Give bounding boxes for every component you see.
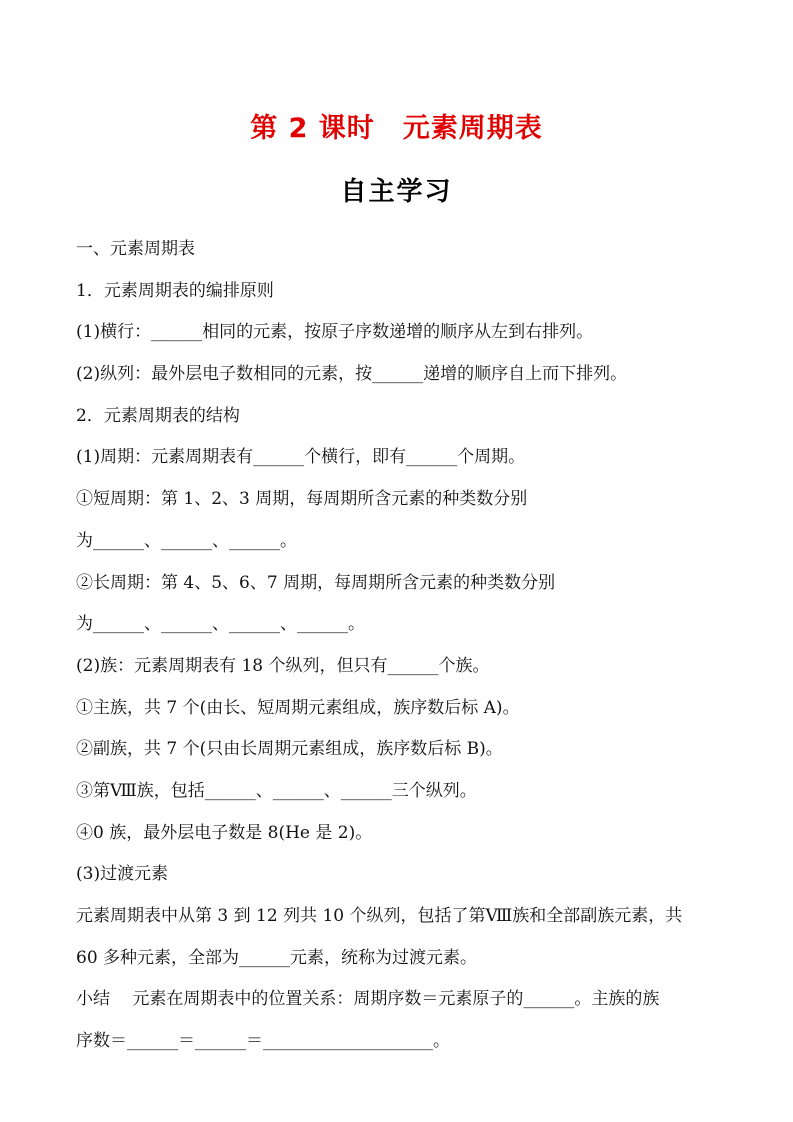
- section-heading: 自主学习: [340, 177, 453, 207]
- text-line: ④0 族，最外层电子数是 8(He 是 2)。: [76, 822, 373, 843]
- text-line: 序数＝______＝______＝____________________。: [76, 1031, 450, 1052]
- text-line: 60 多种元素，全部为______元素，统称为过渡元素。: [76, 947, 478, 968]
- text-line: (3)过渡元素: [76, 864, 169, 885]
- text-line: (2)族：元素周期表有 18 个纵列，但只有______个族。: [76, 655, 490, 676]
- text-line: 小结 元素在周期表中的位置关系：周期序数＝元素原子的______。主族的族: [76, 989, 660, 1010]
- text-line: 元素周期表中从第 3 到 12 列共 10 个纵列，包括了第Ⅷ族和全部副族元素，共: [76, 906, 683, 926]
- text-line: (1)横行：______相同的元素，按原子序数递增的顺序从左到右排列。: [76, 322, 594, 343]
- text-line: 一、元素周期表: [76, 239, 195, 259]
- text-line: ②长周期：第 4、5、6、7 周期，每周期所含元素的种类数分别: [76, 572, 556, 593]
- text-line: ①短周期：第 1、2、3 周期，每周期所含元素的种类数分别: [76, 489, 528, 510]
- text-line: 1．元素周期表的编排原则: [76, 280, 274, 301]
- page-title: 第 2 课时 元素周期表: [250, 113, 543, 144]
- text-line: ③第Ⅷ族，包括______、______、______三个纵列。: [76, 780, 477, 801]
- text-line: 为______、______、______、______。: [76, 614, 365, 635]
- text-line: ①主族，共 7 个(由长、短周期元素组成，族序数后标 A)。: [76, 697, 520, 718]
- text-line: ②副族，共 7 个(只由长周期元素组成，族序数后标 B)。: [76, 739, 503, 760]
- text-line: (1)周期：元素周期表有______个横行，即有______个周期。: [76, 447, 526, 468]
- text-line: (2)纵列：最外层电子数相同的元素，按______递增的顺序自上而下排列。: [76, 364, 628, 385]
- text-line: 为______、______、______。: [76, 530, 297, 551]
- document-body: [76, 229, 726, 1063]
- text-line: 2．元素周期表的结构: [76, 405, 240, 426]
